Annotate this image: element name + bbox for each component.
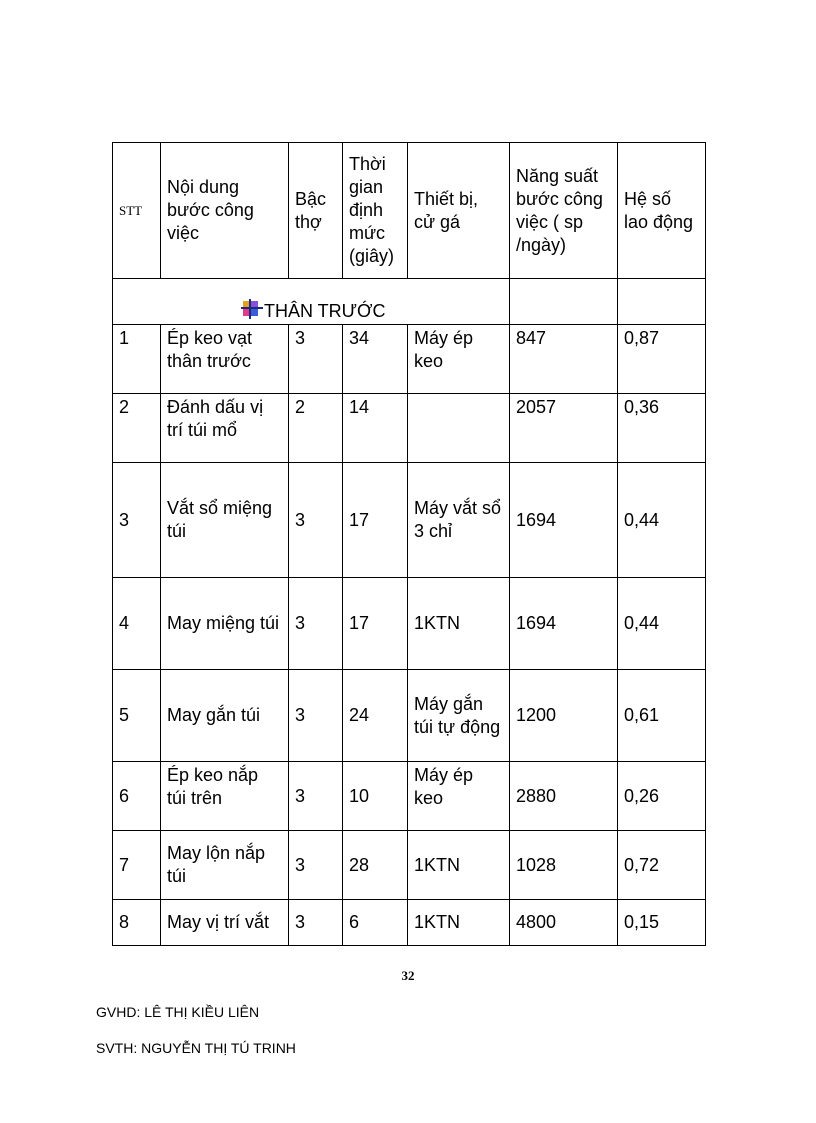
cell-time: 14 [343, 394, 408, 463]
cell-stt: 4 [113, 578, 161, 670]
cell-content: May lộn nắp túi [161, 831, 289, 900]
header-labor: Hệ số lao động [618, 143, 706, 279]
cell-content: Đánh dấu vị trí túi mổ [161, 394, 289, 463]
cell-labor: 0,36 [618, 394, 706, 463]
section-row [113, 279, 706, 325]
cell-labor: 0,44 [618, 578, 706, 670]
cross-bullet-icon [241, 299, 263, 325]
footer-advisor: GVHD: LÊ THỊ KIỀU LIÊN [96, 1004, 260, 1020]
section-empty-cell [510, 279, 618, 325]
cell-productivity: 1694 [510, 578, 618, 670]
cell-equipment: 1KTN [408, 900, 510, 946]
cell-equipment: Máy gắn túi tự động [408, 670, 510, 762]
cell-content: May vị trí vắt [161, 900, 289, 946]
cell-grade: 2 [289, 394, 343, 463]
cell-content: Ép keo vạt thân trước [161, 325, 289, 394]
cell-stt: 5 [113, 670, 161, 762]
section-cell [113, 279, 510, 325]
cell-stt: 7 [113, 831, 161, 900]
table-row [113, 325, 706, 394]
cell-productivity: 1028 [510, 831, 618, 900]
cell-grade: 3 [289, 831, 343, 900]
cell-content: May gắn túi [161, 670, 289, 762]
work-steps-table [112, 142, 706, 946]
cell-grade: 3 [289, 578, 343, 670]
section-heading [241, 299, 385, 325]
cell-labor: 0,61 [618, 670, 706, 762]
table-row [113, 670, 706, 762]
cell-stt: 1 [113, 325, 161, 394]
cell-time: 28 [343, 831, 408, 900]
cell-productivity: 4800 [510, 900, 618, 946]
cell-stt: 2 [113, 394, 161, 463]
cell-equipment [408, 394, 510, 463]
section-title: THÂN TRƯỚC [264, 301, 386, 321]
cell-stt: 8 [113, 900, 161, 946]
section-empty-cell [618, 279, 706, 325]
cell-time: 17 [343, 463, 408, 578]
table-row [113, 394, 706, 463]
cell-time: 10 [343, 762, 408, 831]
cell-content: May miệng túi [161, 578, 289, 670]
cell-equipment: Máy ép keo [408, 325, 510, 394]
cell-grade: 3 [289, 670, 343, 762]
cell-grade: 3 [289, 762, 343, 831]
table-row [113, 831, 706, 900]
cell-productivity: 2057 [510, 394, 618, 463]
cell-grade: 3 [289, 463, 343, 578]
header-grade: Bậc thợ [289, 143, 343, 279]
cell-stt: 3 [113, 463, 161, 578]
page-number: 32 [401, 968, 415, 983]
cell-equipment: 1KTN [408, 831, 510, 900]
table-row [113, 762, 706, 831]
cell-productivity: 1694 [510, 463, 618, 578]
cell-time: 6 [343, 900, 408, 946]
cell-time: 24 [343, 670, 408, 762]
table-row [113, 463, 706, 578]
table-header-row [113, 143, 706, 279]
header-stt: STT [113, 143, 161, 279]
cell-labor: 0,87 [618, 325, 706, 394]
header-time: Thời gian định mức (giây) [343, 143, 408, 279]
cell-productivity: 1200 [510, 670, 618, 762]
header-equipment: Thiết bị, cử gá [408, 143, 510, 279]
cell-productivity: 2880 [510, 762, 618, 831]
cell-grade: 3 [289, 900, 343, 946]
header-content: Nội dung bước công việc [161, 143, 289, 279]
cell-stt: 6 [113, 762, 161, 831]
footer-student: SVTH: NGUYỄN THỊ TÚ TRINH [96, 1040, 296, 1056]
cell-labor: 0,26 [618, 762, 706, 831]
cell-content: Ép keo nắp túi trên [161, 762, 289, 831]
cell-time: 17 [343, 578, 408, 670]
cell-equipment: Máy ép keo [408, 762, 510, 831]
table-row [113, 900, 706, 946]
cell-time: 34 [343, 325, 408, 394]
cell-productivity: 847 [510, 325, 618, 394]
table-row [113, 578, 706, 670]
cell-content: Vắt sổ miệng túi [161, 463, 289, 578]
cell-labor: 0,15 [618, 900, 706, 946]
cell-labor: 0,72 [618, 831, 706, 900]
cell-labor: 0,44 [618, 463, 706, 578]
header-productivity: Năng suất bước công việc ( sp /ngày) [510, 143, 618, 279]
cell-grade: 3 [289, 325, 343, 394]
cell-equipment: Máy vắt sổ 3 chỉ [408, 463, 510, 578]
cell-equipment: 1KTN [408, 578, 510, 670]
